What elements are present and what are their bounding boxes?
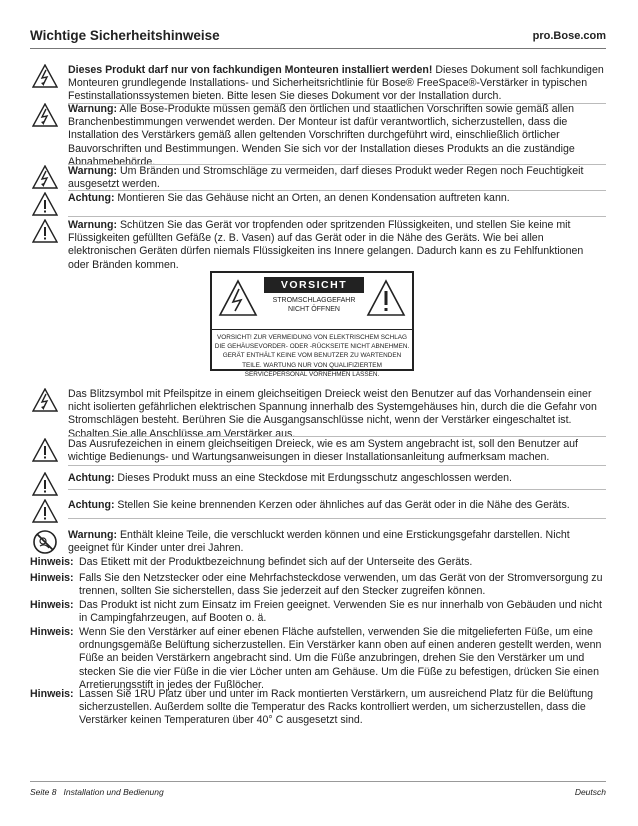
caution-sub-2: NICHT ÖFFNEN — [288, 306, 340, 313]
warning-lead: Dieses Produkt darf nur von fachkundigen Monteuren installiert werden! — [68, 64, 433, 76]
symbol-text: Das Blitzsymbol mit Pfeilspitze in einem gleichseitigen Dreieck weist den Benutzer auf das Vorhandensein einer nicht isolierten gefährlichen elektrischen Spannung innerhalb des Systemgehäuses hin, durch die die Gefahr von Stromschlägen besteht. Berühren Sie die Ausgangsanschlüsse nicht, wenn der Verstärker eingeschaltet ist. Schalten Sie alle Anschlüsse am Verstärker aus. — [68, 388, 597, 440]
note-text: Lassen Sie 1RU Platz über und unter im Rack montierten Verstärkern, um ausreichend Platz für die Belüftung sicherzustellen. Außerdem sollte die Temperatur des Racks kontrolliert werden, um sicherzustellen, dass die Verstärker keinen Temperaturen über 40° C ausgesetzt sind. — [79, 688, 594, 727]
symbol-lead: Achtung: — [68, 472, 115, 484]
note-text: Wenn Sie den Verstärker auf einer ebenen Fläche aufstellen, verwenden Sie die mitgelieferten Füße, um eine ordnungsgemäße Belüftung sicherzustellen. Ein Verstärker kann oben auf einen anderen gestellt werden, wenn Füße an beiden Verstärkern angebracht sind. Um die Füße anzubringen, drehen Sie den Verstärker um und stecken Sie die vier Füße in die vier Löcher unten am Gehäuse. Um die Füße zu befestigen, drücken Sie einen Arretierungsstift in jedes der Fußlöcher. — [79, 626, 602, 691]
warning-lead: Warnung: — [68, 219, 118, 231]
page-title: Wichtige Sicherheitshinweise — [30, 28, 220, 43]
caution-heading: VORSICHT — [264, 277, 364, 293]
note-label: Hinweis: — [30, 556, 74, 568]
separator — [68, 518, 606, 519]
warning-text: Um Bränden und Stromschläge zu vermeiden, darf dieses Produkt weder Regen noch Feuchtigkeit ausgesetzt werden. — [68, 165, 584, 191]
lightning-warning-icon — [32, 64, 58, 88]
exclamation-warning-icon — [32, 438, 58, 462]
warning-text: Dieses Dokument soll fachkundigen Monteuren grundlegende Installations- und Sicherheitsrichtlinie für Bose® FreeSpace®-Verstärker in typischen Festinstallationssystemen bieten. Bitte lesen Sie dieses Dokument vor der Installation durch. — [68, 64, 604, 103]
exclamation-warning-icon — [32, 219, 58, 243]
symbol-text: Das Ausrufezeichen in einem gleichseitigen Dreieck, wie es am System angebracht ist, soll den Benutzer auf wichtige Bedienungs- und Wartungsanweisungen in dieser Installationsanleitung aufmerksam machen. — [68, 438, 578, 464]
symbol-lead: Achtung: — [68, 499, 115, 511]
lightning-warning-icon — [218, 279, 258, 317]
header-rule — [30, 48, 606, 49]
note-label: Hinweis: — [30, 626, 74, 638]
footer-page-info: Seite 8 Installation und Bedienung — [30, 787, 164, 797]
footer-language: Deutsch — [574, 787, 606, 797]
separator — [68, 216, 606, 217]
note-label: Hinweis: — [30, 599, 74, 611]
lightning-warning-icon — [32, 103, 58, 127]
symbol-lead: Warnung: — [68, 529, 118, 541]
warning-lead: Achtung: — [68, 192, 115, 204]
exclamation-warning-icon — [32, 192, 58, 216]
warning-lead: Warnung: — [68, 165, 118, 177]
caution-sub-1: STROMSCHLAGGEFAHR — [272, 297, 356, 304]
note-label: Hinweis: — [30, 688, 74, 700]
warning-text: Alle Bose-Produkte müssen gemäß den örtlichen und staatlichen Vorschriften sowie gemäß allen Branchenbestimmungen verwendet werden. Der Monteur ist dafür verantwortlich, sicherzustellen, dass die Installation des Verstärkers gemäß allen geltenden Vorschriften durchgeführt wird, einschließlich örtlicher Bauvorschriften und Bestimmungen. Wenden Sie sich vor der Installation dieses Produkts an die zuständige Abnahmebehörde. — [68, 103, 575, 168]
caution-label — [210, 271, 414, 378]
note-text: Das Produkt ist nicht zum Einsatz im Freien geeignet. Verwenden Sie es nur innerhalb von Gebäuden und nicht in Campingfahrzeugen, auf Booten o. ä. — [79, 599, 602, 625]
exclamation-warning-icon — [32, 499, 58, 523]
separator — [68, 465, 606, 466]
separator — [68, 489, 606, 490]
symbol-text: Dieses Produkt muss an eine Steckdose mit Erdungsschutz angeschlossen werden. — [114, 472, 512, 484]
warning-text: Montieren Sie das Gehäuse nicht an Orten, an denen Kondensation auftreten kann. — [114, 192, 510, 204]
exclamation-warning-icon — [32, 472, 58, 496]
separator — [68, 436, 606, 437]
symbol-text: Stellen Sie keine brennenden Kerzen oder ähnliches auf das Gerät oder in die Nähe des Geräts. — [114, 499, 570, 511]
site-url: pro.Bose.com — [532, 30, 606, 42]
exclamation-warning-icon — [366, 279, 406, 317]
caution-label-center — [264, 277, 364, 314]
footer-rule — [30, 781, 606, 782]
note-label: Hinweis: — [30, 572, 74, 584]
separator — [68, 190, 606, 191]
symbol-text: Enthält kleine Teile, die verschluckt werden können und eine Erstickungsgefahr darstellen. Nicht geeignet für Kinder unter drei Jahren. — [68, 529, 570, 555]
caution-label-band — [212, 273, 412, 330]
lightning-warning-icon — [32, 388, 58, 412]
warning-lead: Warnung: — [68, 103, 118, 115]
small-parts-icon — [32, 529, 58, 555]
note-text: Falls Sie den Netzstecker oder eine Mehrfachsteckdose verwenden, um das Gerät von der Stromversorgung zu trennen, sollten Sie sicherstellen, dass Sie jederzeit auf den Stecker zugreifen können. — [79, 572, 603, 598]
warning-text: Schützen Sie das Gerät vor tropfenden oder spritzenden Flüssigkeiten, und stellen Sie keine mit Flüssigkeiten gefüllten Gefäße (z. B. Vasen) auf das Gerät oder in die Nähe des Geräts. Wie bei allen elektronischen Geräten dürfen niemals Flüssigkeiten ins Innere gelangen. Dadurch kann es zu Fehlfunktionen oder Bränden kommen. — [68, 219, 584, 271]
caution-body: VORSICHT! ZUR VERMEIDUNG VON ELEKTRISCHEM SCHLAG DIE GEHÄUSEVORDER- ODER -RÜCKSEITE NICHT ABNEHMEN. GERÄT ENTHÄLT KEINE VOM BENUTZER ZU WARTENDEN TEILE. WARTUNG NUR VON QUALIFIZIERTEM SERVICEPERSONAL VORNEHMEN LASSEN. — [214, 334, 410, 378]
lightning-warning-icon — [32, 165, 58, 189]
note-text: Das Etikett mit der Produktbezeichnung befindet sich auf der Unterseite des Geräts. — [79, 556, 473, 568]
